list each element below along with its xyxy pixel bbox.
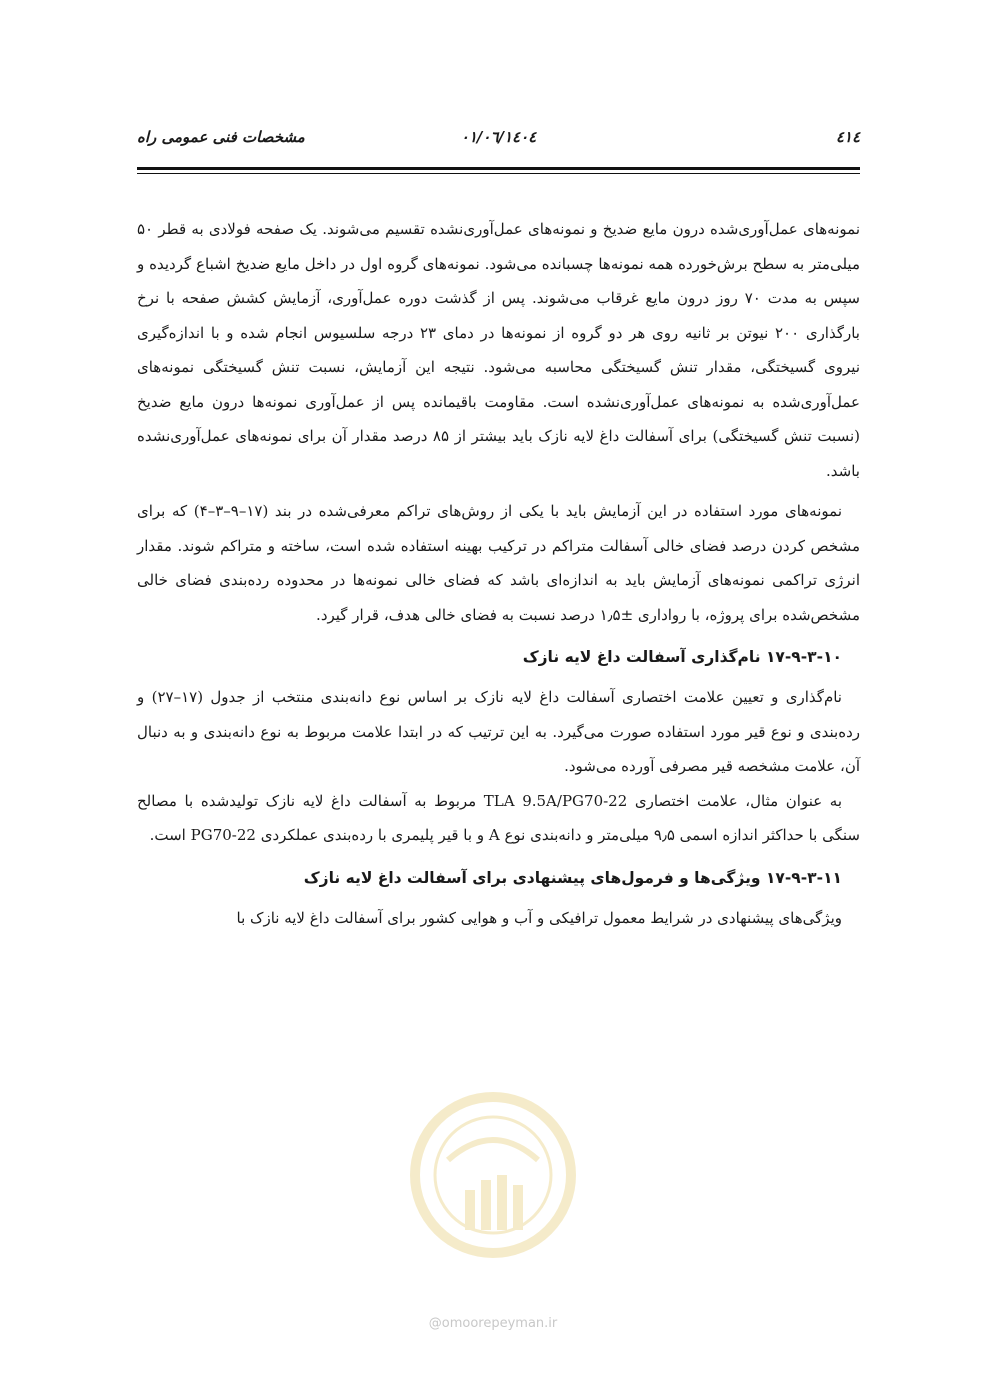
- watermark-logo-icon: [393, 1080, 593, 1300]
- paragraph-4: به عنوان مثال، علامت اختصاری TLA 9.5A/PG70-22 مربوط به آسفالت داغ لایه نازک تولیدشده با مصالح سنگی با حداکثر اندازه اسمی ۹٫۵ میلی‌متر و دانه‌بندی نوع A و با قیر پلیمری با رده‌بندی عملکردی PG70-22 است.: [137, 791, 860, 844]
- paragraph-3: نام‌گذاری و تعیین علامت اختصاری آسفالت داغ لایه نازک بر اساس نوع دانه‌بندی منتخب از جدول (۱۷–۲۷) و رده‌بندی و نوع قیر مورد استفاده صورت می‌گیرد. به این ترتیب که در ابتدا علامت مربوط به نوع دانه‌بندی و به دنبال آن، علامت مشخصه قیر مصرفی آورده می‌شود.: [137, 688, 860, 775]
- watermark-url: @omoorepeyman.ir: [428, 1316, 558, 1331]
- header-title: مشخصات فنی عمومی راه: [137, 128, 305, 146]
- page-number: ٤١٤: [835, 128, 860, 146]
- section-heading-11: ۱۷-۹-۳-۱۱ ویژگی‌ها و فرمول‌های پیشنهادی برای آسفالت داغ لایه نازک: [303, 868, 842, 887]
- section-heading-10: ۱۷-۹-۳-۱۰ نام‌گذاری آسفالت داغ لایه نازک: [522, 648, 842, 666]
- paragraph-1: نمونه‌های عمل‌آوری‌شده درون مایع ضدیخ و نمونه‌های عمل‌آوری‌نشده تقسیم می‌شوند. یک صفحه فولادی به قطر ۵۰ میلی‌متر به سطح برش‌خورده همه نمونه‌ها چسبانده می‌شود. نمونه‌های گروه اول در داخل مایع ضدیخ اشباع گردیده و سپس به مدت ۷۰ روز درون مایع غرقاب می‌شوند. پس از گذشت دوره عمل‌آوری، آزمایش کشش صفحه با نرخ بارگذاری ۲۰۰ نیوتن بر ثانیه روی هر دو گروه از نمونه‌ها در دمای ۲۳ درجه سلسیوس انجام شده و با اندازه‌گیری نیروی گسیختگی، مقدار تنش گسیختگی محاسبه می‌شود. نتیجه این آزمایش، نسبت تنش گسیختگی نمونه‌های عمل‌آوری‌شده به نمونه‌های عمل‌آوری‌نشده است. مقاومت باقیمانده پس از عمل‌آوری نمونه‌ها درون مایع ضدیخ (نسبت تنش گسیختگی) برای آسفالت داغ لایه نازک باید بیشتر از ۸۵ درصد مقدار آن برای نمونه‌های عمل‌آوری‌نشده باشد.: [137, 220, 860, 480]
- header-date: ۱٤۰٤/۰٦/۰۱: [460, 128, 537, 146]
- header-rule-thick: [137, 167, 860, 170]
- paragraph-5: ویژگی‌های پیشنهادی در شرایط معمول ترافیکی و آب و هوایی کشور برای آسفالت داغ لایه نازک با: [236, 908, 842, 927]
- header-rule-thin: [137, 173, 860, 174]
- page-header: [137, 128, 860, 154]
- paragraph-2: نمونه‌های مورد استفاده در این آزمایش باید با یکی از روش‌های تراکم معرفی‌شده در بند (۱۷–۹–۳–۴) که برای مشخص کردن درصد فضای خالی آسفالت متراکم در ترکیب بهینه استفاده شده است، ساخته و متراکم شوند. مقدار انرژی تراکمی نمونه‌های آزمایش باید به اندازه‌ای باشد که فضای خالی نمونه‌ها در محدوده رده‌بندی فضای خالی مشخص‌شده برای پروژه، با رواداری ±۱٫۵ درصد نسبت به فضای خالی هدف، قرار گیرد.: [137, 502, 860, 624]
- page-body: [137, 212, 860, 935]
